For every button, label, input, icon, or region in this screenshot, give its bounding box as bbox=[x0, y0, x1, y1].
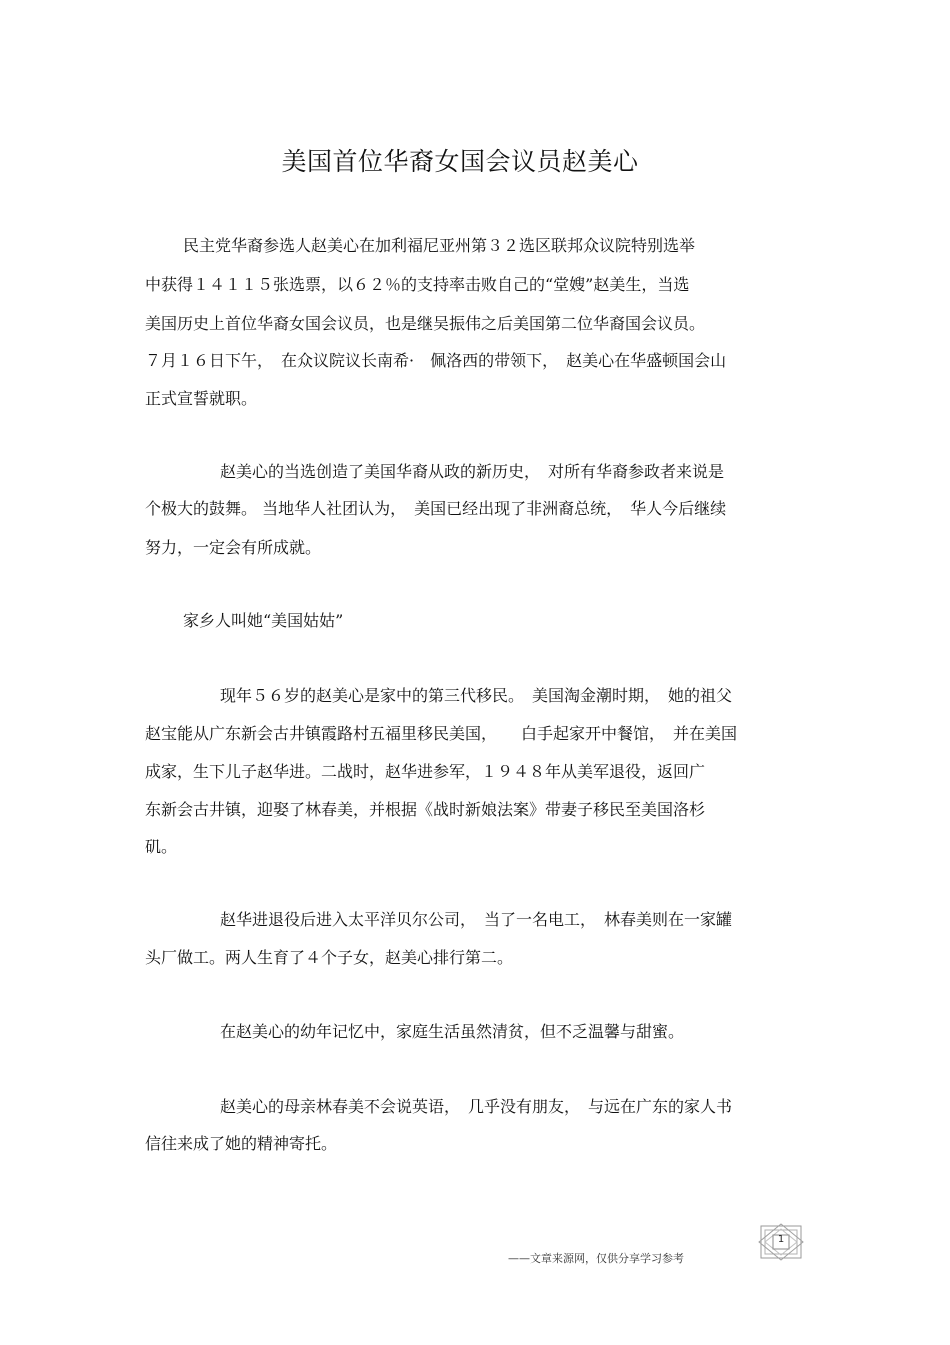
body-line: 民主党华裔参选人赵美心在加利福尼亚州第３２选区联邦众议院特别选举 bbox=[183, 236, 696, 255]
body-line: 成家，生下儿子赵华进。二战时，赵华进参军，１９４８年从美军退役，返回广 bbox=[145, 762, 706, 781]
body-line: 赵宝能从广东新会古井镇霞路村五福里移民美国， 白手起家开中餐馆， 并在美国 bbox=[145, 724, 738, 743]
body-line: 赵华进退役后进入太平洋贝尔公司， 当了一名电工， 林春美则在一家罐 bbox=[220, 910, 733, 929]
body-line: 在赵美心的幼年记忆中，家庭生活虽然清贫，但不乏温馨与甜蜜。 bbox=[220, 1022, 685, 1041]
body-line: 中获得１４１１５张选票，以６２％的支持率击败自己的“堂嫂”赵美生，当选 bbox=[145, 275, 690, 294]
body-line: 赵美心的当选创造了美国华裔从政的新历史， 对所有华裔参政者来说是 bbox=[220, 462, 725, 481]
body-line: 东新会古井镇，迎娶了林春美，并根据《战时新娘法案》带妻子移民至美国洛杉 bbox=[145, 800, 706, 819]
page-number: 1 bbox=[777, 1234, 785, 1245]
body-line: 头厂做工。两人生育了４个子女，赵美心排行第二。 bbox=[145, 948, 514, 967]
page-number-badge bbox=[757, 1222, 805, 1262]
body-line: 个极大的鼓舞。 当地华人社团认为， 美国已经出现了非洲裔总统， 华人今后继续 bbox=[145, 499, 727, 518]
body-line: 美国历史上首位华裔女国会议员，也是继吴振伟之后美国第二位华裔国会议员。 bbox=[145, 314, 706, 333]
body-line: 正式宣誓就职。 bbox=[145, 389, 258, 408]
section-heading: 家乡人叫她“美国姑姑” bbox=[183, 611, 344, 630]
body-line: 赵美心的母亲林春美不会说英语， 几乎没有朋友， 与远在广东的家人书 bbox=[220, 1097, 733, 1116]
body-line: 信往来成了她的精神寄托。 bbox=[145, 1134, 338, 1153]
body-line: ７月１６日下午， 在众议院议长南希· 佩洛西的带领下， 赵美心在华盛顿国会山 bbox=[145, 351, 727, 370]
body-line: 矶。 bbox=[145, 837, 178, 856]
footer-source-note: ——文章来源网，仅供分享学习参考 bbox=[508, 1252, 684, 1265]
body-line: 努力，一定会有所成就。 bbox=[145, 538, 322, 557]
body-line: 现年５６岁的赵美心是家中的第三代移民。 美国淘金潮时期， 她的祖父 bbox=[220, 686, 733, 705]
page-title: 美国首位华裔女国会议员赵美心 bbox=[281, 147, 639, 176]
